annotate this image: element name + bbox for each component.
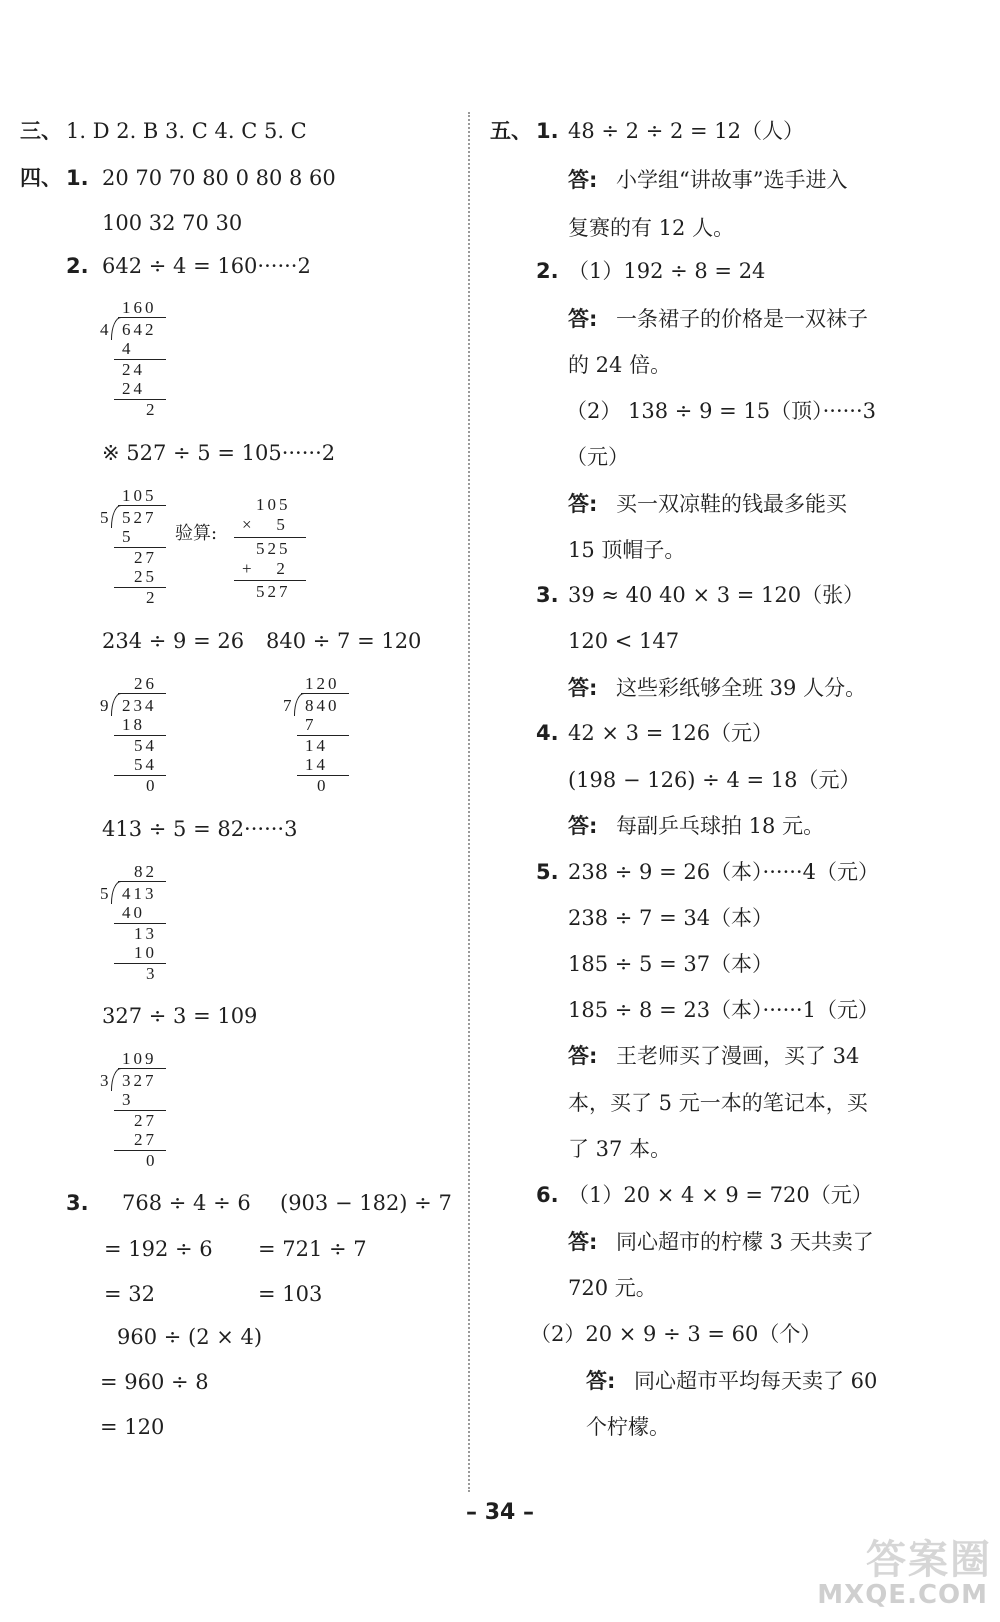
check-line: + 2 (242, 559, 288, 578)
ld-step: 13 (134, 924, 157, 943)
problem-6-answer1-line2: 720 元。 (568, 1276, 657, 1300)
ld-remainder: 0 (317, 776, 329, 795)
ld-divisor: 7 (283, 696, 295, 715)
ld-dividend: 642 (122, 320, 157, 339)
ld-rule (114, 1150, 166, 1151)
problem-1-number: 1. (536, 119, 559, 143)
problem-6-answer1-line1: 同心超市的柠檬 3 天共卖了 (616, 1230, 874, 1254)
watermark (817, 1528, 992, 1616)
problem-2-answer2-line1: 买一双凉鞋的钱最多能买 (616, 492, 847, 516)
column-divider (468, 112, 470, 1492)
answer-label: 答: (568, 307, 598, 331)
long-division-840 (283, 674, 363, 796)
equation-840: 840 ÷ 7 = 120 (266, 629, 422, 653)
equation-327: 327 ÷ 3 = 109 (102, 1004, 258, 1028)
ld-step: 14 (305, 755, 328, 774)
calc-c-line2: = 960 ÷ 8 (100, 1370, 209, 1394)
check-line: × 5 (242, 515, 288, 534)
ld-step: 27 (134, 1111, 157, 1130)
ld-top-bar (301, 693, 349, 694)
question-1-label: 1. (66, 166, 89, 190)
long-division-642 (100, 298, 180, 420)
ld-bracket (111, 317, 122, 340)
problem-2-answer1-line2: 的 24 倍。 (568, 353, 672, 377)
problem-5-equation4: 185 ÷ 8 = 23（本）······1（元） (568, 998, 879, 1022)
section-5-label: 五、 (490, 119, 532, 143)
equation-413: 413 ÷ 5 = 82······3 (102, 817, 298, 841)
question-1-row2: 100 32 70 30 (102, 211, 243, 235)
problem-4-answer: 每副乒乓球拍 18 元。 (616, 814, 825, 838)
problem-4-number: 4. (536, 721, 559, 745)
ld-dividend: 527 (122, 508, 157, 527)
check-multiplication (232, 495, 312, 605)
answer-label: 答: (568, 168, 598, 192)
ld-quotient: 105 (122, 486, 157, 505)
ld-remainder: 2 (146, 400, 158, 419)
section-3-label: 三、 (20, 119, 62, 143)
answer-label: 答: (568, 814, 598, 838)
calc-b-line1: (903 − 182) ÷ 7 (280, 1191, 452, 1215)
problem-5-equation3: 185 ÷ 5 = 37（本） (568, 952, 774, 976)
ld-bracket (294, 693, 305, 716)
long-division-527 (100, 486, 180, 608)
ld-rule (114, 399, 166, 400)
ld-step: 24 (122, 360, 145, 379)
answer-label: 答: (568, 1230, 598, 1254)
ld-quotient: 120 (305, 674, 340, 693)
ld-divisor: 5 (100, 884, 112, 903)
ld-step: 24 (122, 379, 145, 398)
answer-label: 答: (568, 1044, 598, 1068)
ld-step: 14 (305, 736, 328, 755)
ld-quotient: 160 (122, 298, 157, 317)
calc-a-line1: 768 ÷ 4 ÷ 6 (122, 1191, 251, 1215)
check-line: 527 (256, 582, 291, 601)
problem-6-equation1: （1）20 × 4 × 9 = 720（元） (568, 1183, 873, 1207)
long-division-327 (100, 1049, 180, 1171)
question-1-row1: 20 70 70 80 0 80 8 60 (102, 166, 336, 190)
check-rule (234, 580, 306, 581)
problem-3-equation2: 120 < 147 (568, 629, 680, 653)
calc-c-line1: 960 ÷ (2 × 4) (117, 1325, 263, 1349)
calc-c-line3: = 120 (100, 1415, 165, 1439)
calc-a-line2: = 192 ÷ 6 (104, 1237, 213, 1261)
problem-2-number: 2. (536, 259, 559, 283)
ld-dividend: 234 (122, 696, 157, 715)
ld-remainder: 0 (146, 776, 158, 795)
section-4-label: 四、 (20, 166, 62, 190)
ld-dividend: 840 (305, 696, 340, 715)
ld-step: 25 (134, 567, 157, 586)
ld-quotient: 26 (134, 674, 157, 693)
ld-step: 3 (122, 1090, 134, 1109)
ld-step: 54 (134, 755, 157, 774)
equation-642: 642 ÷ 4 = 160······2 (102, 254, 311, 278)
ld-step: 10 (134, 943, 157, 962)
ld-remainder: 0 (146, 1151, 158, 1170)
check-rule (234, 537, 306, 538)
problem-2-equation2-unit: （元） (566, 445, 629, 469)
ld-step: 27 (134, 548, 157, 567)
long-division-413 (100, 862, 180, 984)
ld-step: 27 (134, 1130, 157, 1149)
problem-3-equation1: 39 ≈ 40 40 × 3 = 120（张） (568, 583, 865, 607)
question-2-label: 2. (66, 254, 89, 278)
ld-quotient: 109 (122, 1049, 157, 1068)
ld-rule (114, 587, 166, 588)
problem-2-equation1: （1）192 ÷ 8 = 24 (568, 259, 766, 283)
ld-step: 4 (122, 339, 134, 358)
problem-1-answer-line2: 复赛的有 12 人。 (568, 216, 735, 240)
long-division-234 (100, 674, 180, 796)
ld-divisor: 3 (100, 1071, 112, 1090)
ld-step: 54 (134, 736, 157, 755)
check-line: 525 (256, 539, 291, 558)
ld-remainder: 2 (146, 588, 158, 607)
ld-rule (114, 775, 166, 776)
calc-b-line2: = 721 ÷ 7 (258, 1237, 367, 1261)
answer-label: 答: (586, 1369, 616, 1393)
problem-5-equation1: 238 ÷ 9 = 26（本）······4（元） (568, 860, 879, 884)
ld-quotient: 82 (134, 862, 157, 881)
problem-5-equation2: 238 ÷ 7 = 34（本） (568, 906, 774, 930)
problem-6-equation2: （2）20 × 9 ÷ 3 = 60（个） (530, 1322, 822, 1346)
question-3-label: 3. (66, 1191, 89, 1215)
ld-top-bar (118, 505, 166, 506)
problem-1-equation: 48 ÷ 2 ÷ 2 = 12（人） (568, 119, 805, 143)
ld-bracket (111, 505, 122, 528)
ld-top-bar (118, 1068, 166, 1069)
ld-rule (114, 963, 166, 964)
problem-6-answer2-line2: 个柠檬。 (586, 1415, 670, 1439)
problem-6-answer2-line1: 同心超市平均每天卖了 60 (634, 1369, 878, 1393)
problem-5-answer-line3: 了 37 本。 (568, 1137, 672, 1161)
calc-a-line3: = 32 (104, 1282, 155, 1306)
ld-divisor: 4 (100, 320, 112, 339)
ld-top-bar (118, 317, 166, 318)
problem-4-equation2: (198 − 126) ÷ 4 = 18（元） (568, 768, 861, 792)
problem-5-answer-line1: 王老师买了漫画，买了 34 (616, 1044, 860, 1068)
answer-label: 答: (568, 676, 598, 700)
ld-step: 40 (122, 903, 145, 922)
problem-5-answer-line2: 本，买了 5 元一本的笔记本，买 (568, 1091, 868, 1115)
watermark-url: MXQE.COM (817, 1580, 988, 1610)
ld-divisor: 5 (100, 508, 112, 527)
problem-3-number: 3. (536, 583, 559, 607)
ld-step: 7 (305, 715, 317, 734)
ld-bracket (111, 693, 122, 716)
problem-1-answer-line1: 小学组“讲故事”选手进入 (616, 168, 848, 192)
calc-b-line3: = 103 (258, 1282, 323, 1306)
ld-dividend: 413 (122, 884, 157, 903)
section-3-answers: 1. D 2. B 3. C 4. C 5. C (66, 119, 307, 143)
problem-5-number: 5. (536, 860, 559, 884)
watermark-logo-text: 答案圈 (866, 1537, 992, 1583)
ld-bracket (111, 881, 122, 904)
answer-label: 答: (568, 492, 598, 516)
ld-dividend: 327 (122, 1071, 157, 1090)
ld-top-bar (118, 693, 166, 694)
equation-527: ※ 527 ÷ 5 = 105······2 (102, 441, 336, 465)
ld-bracket (111, 1068, 122, 1091)
check-label: 验算: (175, 523, 218, 544)
problem-6-number: 6. (536, 1183, 559, 1207)
ld-top-bar (118, 881, 166, 882)
ld-step: 18 (122, 715, 145, 734)
problem-2-answer2-line2: 15 顶帽子。 (568, 538, 686, 562)
page-number: – 34 – (466, 1500, 534, 1525)
problem-2-answer1-line1: 一条裙子的价格是一双袜子 (616, 307, 868, 331)
ld-remainder: 3 (146, 964, 158, 983)
problem-4-equation1: 42 × 3 = 126（元） (568, 721, 774, 745)
ld-step: 5 (122, 527, 134, 546)
equation-234: 234 ÷ 9 = 26 (102, 629, 245, 653)
problem-3-answer: 这些彩纸够全班 39 人分。 (616, 676, 867, 700)
ld-divisor: 9 (100, 696, 112, 715)
problem-2-equation2: （2） 138 ÷ 9 = 15（顶）······3 (566, 399, 877, 423)
check-line: 105 (256, 495, 291, 514)
